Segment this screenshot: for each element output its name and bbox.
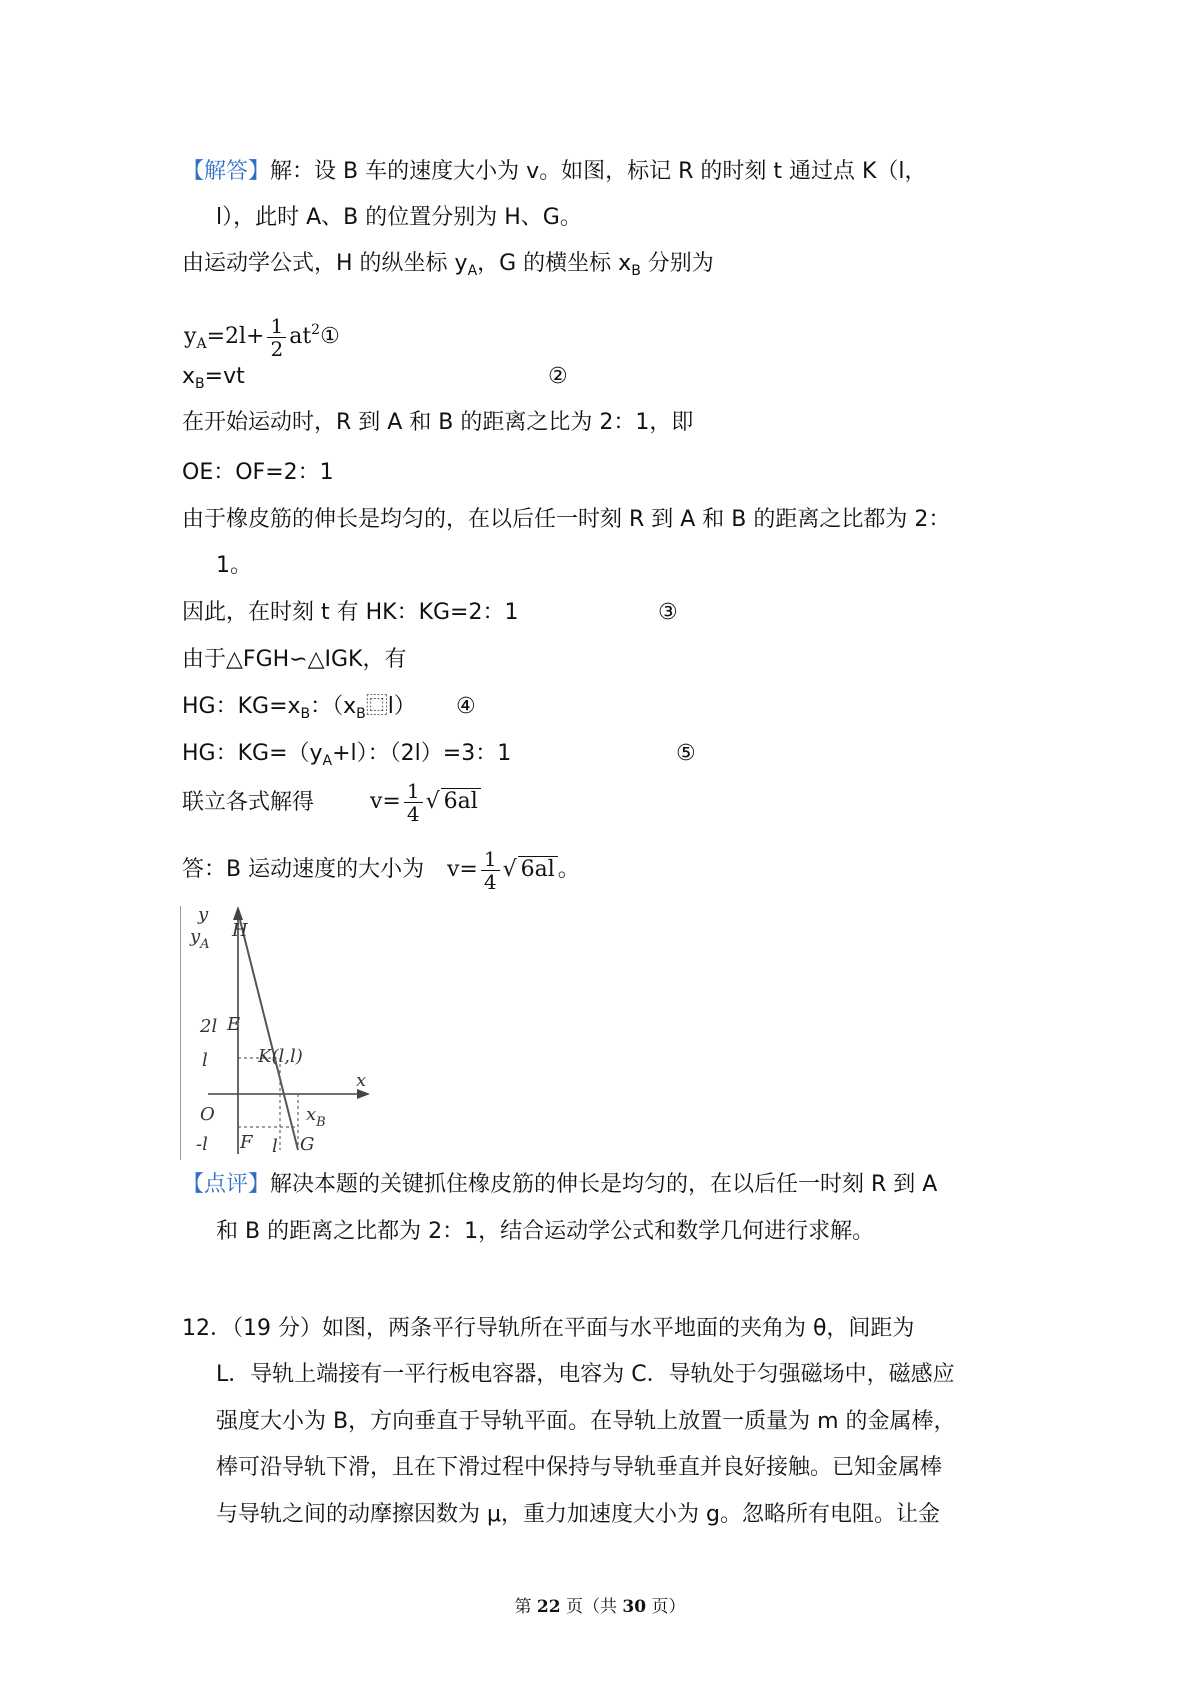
coordinate-diagram <box>180 898 380 1160</box>
q12-line-1: 12．（19 分）如图，两条平行导轨所在平面与水平地面的夹角为 θ，间距为 <box>182 1316 915 1341</box>
equation-1 <box>184 306 340 368</box>
answer-text-3a: 由运动学公式，H 的纵坐标 y <box>182 251 468 276</box>
subscript: B <box>300 706 311 722</box>
answer-line-8: 由于橡皮筋的伸长是均匀的，在以后任一时刻 R 到 A 和 B 的距离之比都为 2： <box>182 507 951 532</box>
label-e: E <box>227 1014 241 1035</box>
answer-line-15: 答：B 运动速度的大小为 <box>182 857 425 882</box>
label-2l: 2l <box>200 1016 218 1037</box>
label-g: G <box>300 1134 315 1155</box>
line-h-g <box>240 920 298 1150</box>
label-k: K(l,l) <box>258 1046 303 1067</box>
fraction-denominator: 2 <box>270 336 284 361</box>
equation-2 <box>182 362 245 399</box>
fraction-numerator: 1 <box>267 315 286 338</box>
solution-formula <box>370 776 481 828</box>
label-ya-main: y <box>190 926 201 947</box>
answer-line-12 <box>182 692 416 729</box>
label-h: H <box>232 920 248 941</box>
label-f: F <box>240 1132 253 1153</box>
page-footer <box>0 1592 1200 1617</box>
answer-line-11: 由于△FGH∽△IGK，有 <box>182 647 407 672</box>
period: 。 <box>557 857 580 882</box>
answer-line-2: l），此时 A、B 的位置分别为 H、G。 <box>216 205 582 230</box>
sqrt-icon: √ <box>502 857 517 882</box>
label-ya <box>189 926 210 952</box>
label-ya-sub: A <box>200 937 210 952</box>
answer-line-7: OE：OF=2：1 <box>182 460 334 485</box>
circled-mark: ① <box>320 324 340 349</box>
q12-line-4: 棒可沿导轨下滑，且在下滑过程中保持与导轨垂直并良好接触。已知金属棒 <box>216 1455 943 1480</box>
total-pages: 30 <box>622 1597 647 1617</box>
answer-line-1 <box>182 157 927 187</box>
radicand: 6al <box>518 856 558 882</box>
label-y: y <box>198 904 209 925</box>
sqrt-icon: √ <box>425 789 440 814</box>
answer-text-13b: +l）：（2l）=3：1 <box>332 741 512 766</box>
comment-tag: 【点评】 <box>182 1172 271 1197</box>
answer-text-1: 解：设 B 车的速度大小为 v。如图，标记 R 的时刻 t 通过点 K（l， <box>270 159 927 184</box>
subscript: A <box>196 336 207 352</box>
fraction <box>481 848 500 893</box>
answer-text-12a: HG：KG=x <box>182 694 301 719</box>
answer-tag: 【解答】 <box>182 159 271 184</box>
eq1-mid: =2l+ <box>206 324 265 349</box>
comment-line-1 <box>182 1170 937 1200</box>
answer-text-12b: ：（x <box>310 694 357 719</box>
subscript: A <box>467 263 478 279</box>
subscript: A <box>322 753 333 769</box>
circled-mark-5: ⑤ <box>676 741 696 766</box>
fraction-denominator: 4 <box>406 801 420 826</box>
comment-text-1: 解决本题的关键抓住橡皮筋的伸长是均匀的，在以后任一时刻 R 到 A <box>270 1172 938 1197</box>
q12-line-3: 强度大小为 B，方向垂直于导轨平面。在导轨上放置一质量为 m 的金属棒， <box>216 1409 956 1434</box>
answer-text-12c: ⿴l） <box>365 694 416 719</box>
label-o: O <box>200 1104 215 1125</box>
answer-text-3c: 分别为 <box>640 251 714 276</box>
fraction-numerator: 1 <box>404 780 423 803</box>
eq1-y: y <box>184 324 197 349</box>
fraction-numerator: 1 <box>481 848 500 871</box>
q12-line-2: L．导轨上端接有一平行板电容器，电容为 C．导轨处于匀强磁场中，磁感应 <box>216 1362 955 1387</box>
circled-mark-4: ④ <box>456 694 476 719</box>
fraction <box>267 315 286 360</box>
answer-line-14: 联立各式解得 <box>182 790 315 815</box>
eq2-rest: =vt <box>204 364 245 389</box>
circled-mark-2: ② <box>548 364 568 389</box>
subscript: B <box>195 376 205 392</box>
answer-line-3 <box>182 249 714 286</box>
label-neg-l: -l <box>196 1134 208 1155</box>
q12-line-5: 与导轨之间的动摩擦因数为 μ，重力加速度大小为 g。忽略所有电阻。让金 <box>216 1502 940 1527</box>
answer-text-3b: ，G 的横坐标 x <box>477 251 632 276</box>
superscript: 2 <box>311 322 321 338</box>
fraction <box>404 780 423 825</box>
answer-line-13 <box>182 739 511 776</box>
eq2-x: x <box>182 364 196 389</box>
subscript: B <box>356 706 366 722</box>
label-xb-sub: B <box>316 1115 326 1130</box>
footer-mid: 页（共 <box>560 1597 623 1617</box>
answer-line-10: 因此，在时刻 t 有 HK：KG=2：1 <box>182 600 519 625</box>
radicand: 6al <box>441 788 481 814</box>
circled-mark-3: ③ <box>658 600 678 625</box>
answer-text-13a: HG：KG=（y <box>182 741 323 766</box>
subscript: B <box>631 263 641 279</box>
solution-v: v= <box>370 789 401 814</box>
label-x: x <box>356 1070 367 1091</box>
answer-v: v= <box>447 857 478 882</box>
page-number: 22 <box>536 1597 561 1617</box>
label-l-bottom: l <box>272 1136 278 1157</box>
comment-line-2: 和 B 的距离之比都为 2：1，结合运动学公式和数学几何进行求解。 <box>216 1219 875 1244</box>
answer-line-6: 在开始运动时，R 到 A 和 B 的距离之比为 2：1，即 <box>182 410 694 435</box>
fraction-denominator: 4 <box>483 869 497 894</box>
eq1-right: at <box>289 324 312 349</box>
label-l: l <box>202 1050 208 1071</box>
label-xb-main: x <box>306 1104 317 1125</box>
label-xb <box>306 1104 326 1130</box>
footer-prefix: 第 <box>514 1597 537 1617</box>
y-axis-arrow-icon <box>233 906 243 920</box>
answer-line-9: 1。 <box>216 553 252 578</box>
answer-formula <box>447 844 580 896</box>
footer-suffix: 页） <box>646 1597 686 1617</box>
